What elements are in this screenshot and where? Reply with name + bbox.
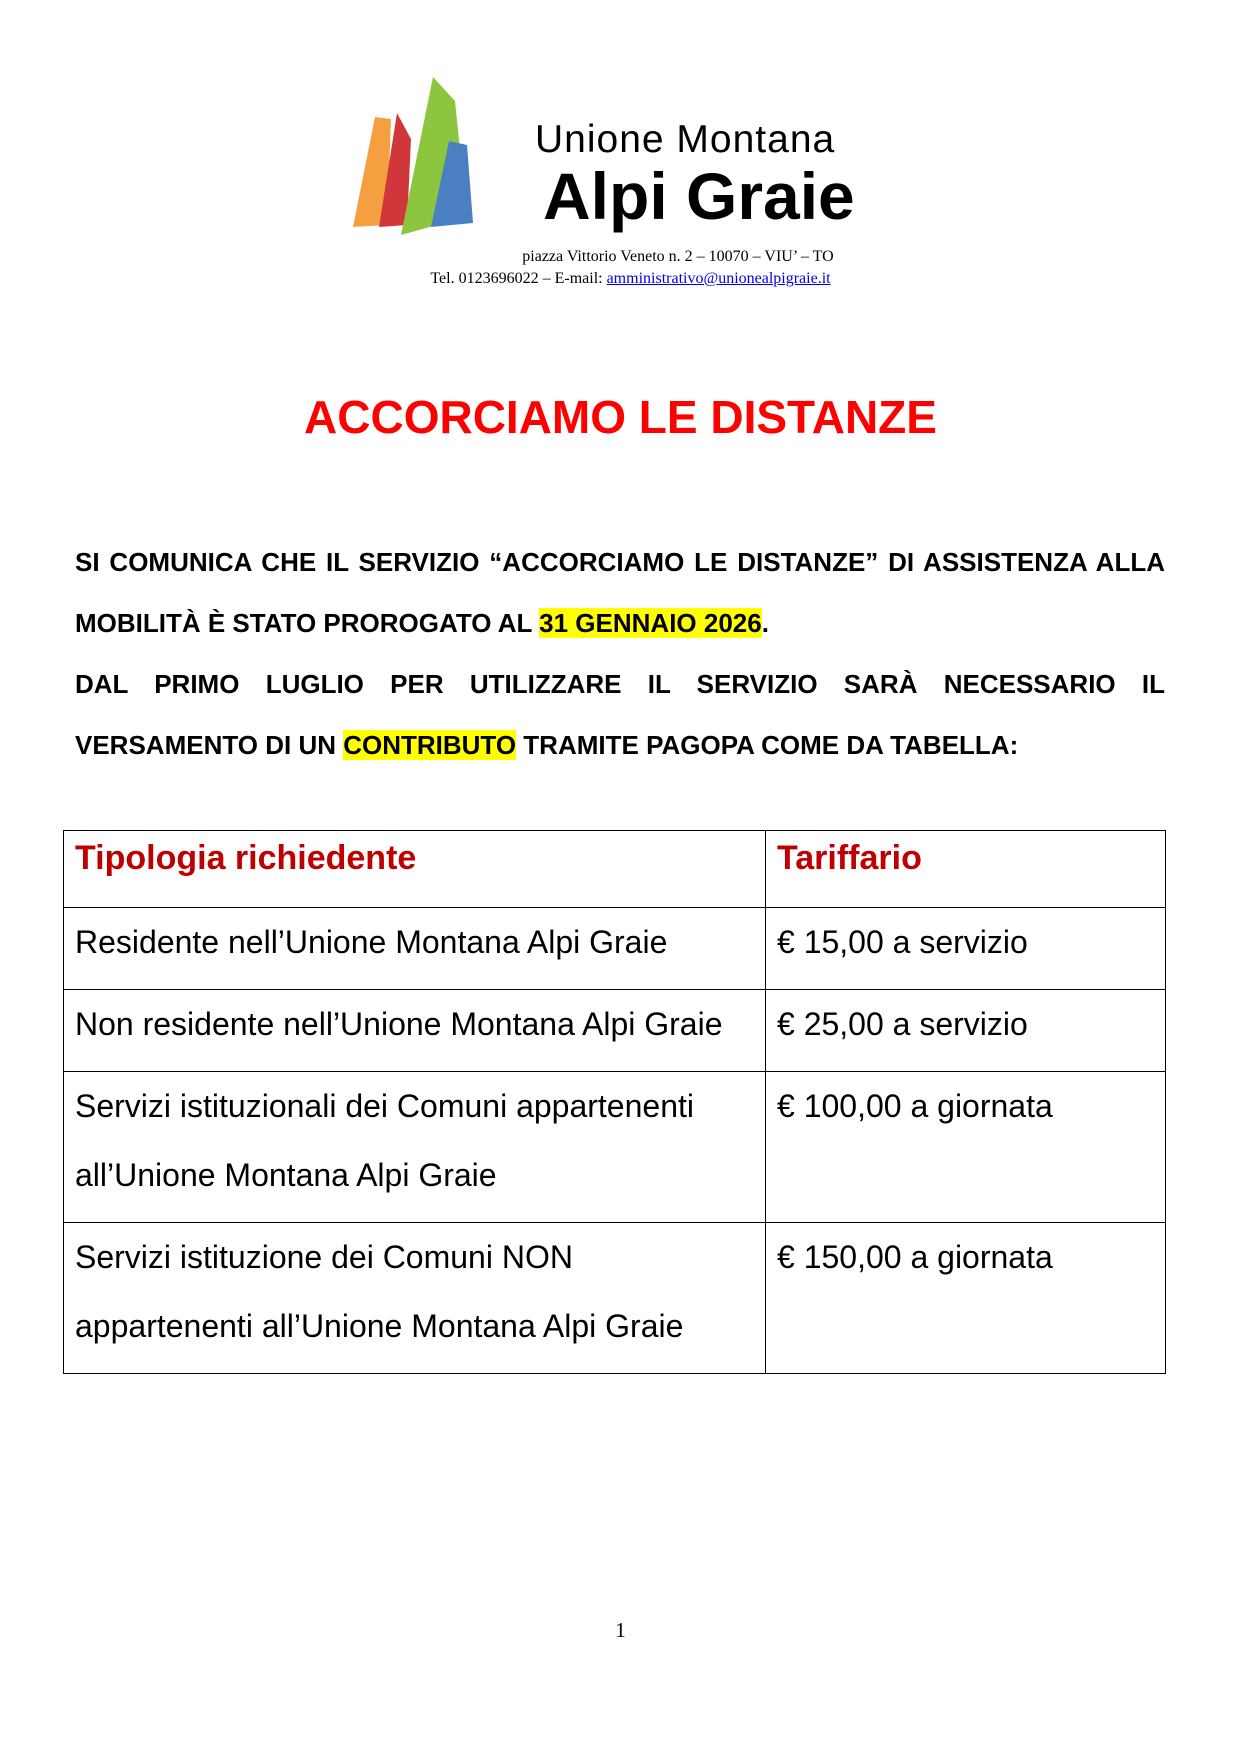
notice-paragraph-1: SI COMUNICA CHE IL SERVIZIO “ACCORCIAMO LE DISTANZE” DI ASSISTENZA ALLA MOBILITÀ È STATO PROROGATO AL 31 GENNAIO 2026. [75,547,1165,638]
table-row [64,908,1166,990]
table-row [64,1223,1166,1374]
page-title: ACCORCIAMO LE DISTANZE [304,391,937,443]
page-number: 1 [615,1618,626,1642]
table-row [64,990,1166,1072]
phone-text: Tel. 0123696022 – E-mail: [430,270,607,287]
logo-mountains-icon [345,75,505,235]
notice-paragraph-2: DAL PRIMO LUGLIO PER UTILIZZARE IL SERVIZIO SARÀ NECESSARIO IL VERSAMENTO DI UN CONTRIBUTO TRAMITE PAGOPA COME DA TABELLA: [75,669,1165,760]
org-name-line1: Unione Montana [535,118,836,161]
address-line: piazza Vittorio Veneto n. 2 – 10070 – VIU’ – TO [522,248,834,265]
cell-type: Non residente nell’Unione Montana Alpi Graie [64,990,766,1072]
column-header-type: Tipologia richiedente [64,831,766,908]
contact-line [0,268,1241,290]
cell-tariff: € 15,00 a servizio [766,908,1166,990]
table-header-row [64,831,1166,908]
highlight-date: 31 GENNAIO 2026 [539,608,762,638]
org-name-line2: Alpi Graie [543,159,855,233]
table-row [64,1072,1166,1223]
address-block [0,246,1241,290]
cell-type: Servizi istituzione dei Comuni NON appartenenti all’Unione Montana Alpi Graie [64,1223,766,1374]
cell-tariff: € 25,00 a servizio [766,990,1166,1072]
cell-type: Servizi istituzionali dei Comuni appartenenti all’Unione Montana Alpi Graie [64,1072,766,1223]
highlight-contribution: CONTRIBUTO [343,730,517,760]
tariff-table [63,830,1166,1374]
cell-tariff: € 100,00 a giornata [766,1072,1166,1223]
notice-text [75,532,1165,776]
cell-tariff: € 150,00 a giornata [766,1223,1166,1374]
column-header-tariff: Tariffario [766,831,1166,908]
cell-type: Residente nell’Unione Montana Alpi Graie [64,908,766,990]
email-link[interactable]: amministrativo@unionealpigraie.it [606,270,831,287]
